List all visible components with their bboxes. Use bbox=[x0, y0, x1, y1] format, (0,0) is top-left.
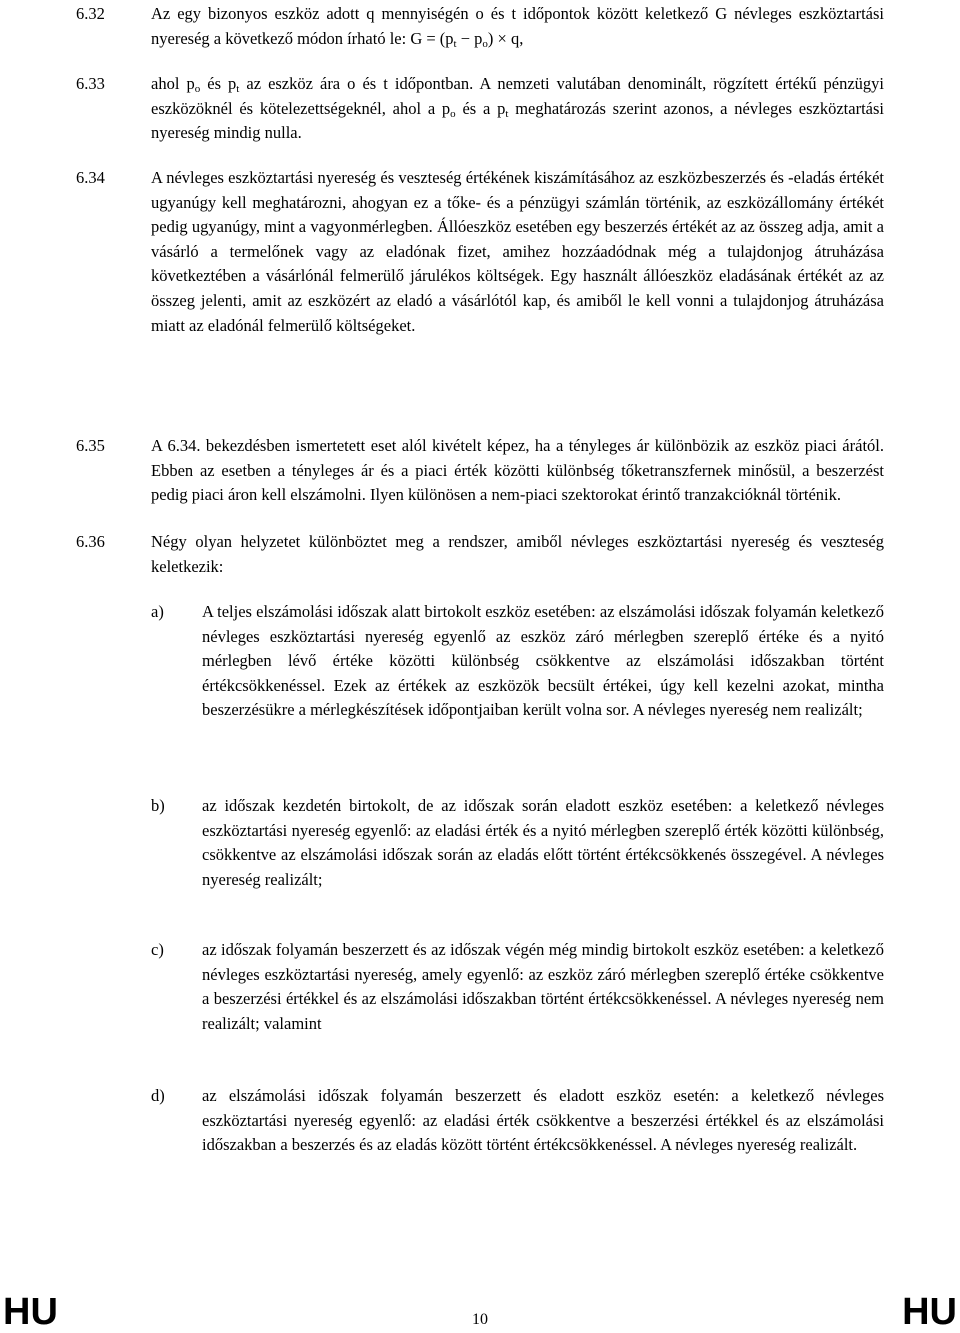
paragraph-number: 6.35 bbox=[76, 436, 105, 455]
list-item-text: az időszak kezdetén birtokolt, de az időszak során eladott eszköz esetében: a keletkező névleges eszköztartási nyereség egyenlő: az eladási érték és a nyitó mérlegben szereplő érték közötti különbség, csökkentve az elszámolási időszak során az eladás előtt történt értékcsökkenés összegével. A névleges nyereség realizált; bbox=[202, 796, 884, 889]
list-item-label: c) bbox=[151, 940, 164, 959]
paragraph-6-35 bbox=[76, 434, 884, 508]
paragraph-number: 6.36 bbox=[76, 532, 105, 551]
paragraph-text: Az egy bizonyos eszköz adott q mennyiségén o és t időpontok között keletkező G névleges eszköztartási nyereség a következő módon írható le: $G = (p_t - p_o) \times q$, bbox=[151, 4, 884, 50]
list-item-d bbox=[151, 1084, 884, 1158]
list-item-a bbox=[151, 600, 884, 723]
list-item-label: b) bbox=[151, 796, 165, 815]
paragraph-6-36 bbox=[76, 530, 884, 579]
paragraph-6-33 bbox=[76, 72, 884, 146]
paragraph-number: 6.34 bbox=[76, 168, 105, 187]
paragraph-text: A 6.34. bekezdésben ismertetett eset alól kivételt képez, ha a tényleges ár különbözik az eszköz piaci árától. Ebben az esetben a tényleges ár és a piaci érték közötti különbség tőketranszfernek minősül, a beszerzést pedig piaci áron kell elszámolni. Ilyen különösen a nem-piaci szektorokat érintő tranzakcióknál történik. bbox=[151, 436, 884, 505]
list-item-text: A teljes elszámolási időszak alatt birtokolt eszköz esetében: az elszámolási időszak folyamán keletkező névleges eszköztartási nyereség egyenlő az eszköz záró mérlegben szereplő értéke és a nyitó mérlegben lévő értéke közötti különbség csökkentve az elszámolási időszakban történt értékcsökkenéssel. Ezek az értékek az eszközök becsült értékei, úgy kell kezelni azokat, mintha beszerzésükre a mérlegkészítések időpontjaiban került volna sor. A névleges nyereség nem realizált; bbox=[202, 602, 884, 720]
footer-language-code-left: HU bbox=[3, 1291, 58, 1333]
paragraph-text: A névleges eszköztartási nyereség és veszteség értékének kiszámításához az eszközbeszerzés és -eladás értékét ugyanúgy kell meghatározni, ahogyan ez a tőke- és a pénzügyi számlán történik, az eszközállomány értékét pedig ugyanúgy, mint a vagyonmérlegben. Állóeszköz esetében egy beszerzés értékét az az összeg adja, amit a vásárló a termelőnek vagy az eladónak fizet, amihez hozzáadódnak még a tulajdonjog átruházása következtében a vásárlónál felmerülő járulékos költségek. Egy használt állóeszköz eladásának értékét az az összeg jelenti, amit az eszközért az eladó a vásárlótól kap, és amiből le kell vonni a tulajdonjog átruházása miatt az eladónál felmerülő költségeket. bbox=[151, 168, 884, 335]
list-item-c bbox=[151, 938, 884, 1036]
paragraph-6-32 bbox=[76, 2, 884, 51]
paragraph-text: Négy olyan helyzetet különböztet meg a rendszer, amiből névleges eszköztartási nyereség és veszteség keletkezik: bbox=[151, 532, 884, 576]
list-item-label: d) bbox=[151, 1086, 165, 1105]
paragraph-6-34 bbox=[76, 166, 884, 338]
list-item-text: az időszak folyamán beszerzett és az időszak végén még mindig birtokolt eszköz esetében: a keletkező névleges eszköztartási nyereség, amely egyenlő: az eszköz záró mérlegben szereplő értéke csökkentve a beszerzési értékkel és az elszámolási időszakban történt értékcsökkenéssel. A névleges nyereség nem realizált; valamint bbox=[202, 940, 884, 1033]
paragraph-number: 6.32 bbox=[76, 4, 105, 23]
paragraph-number: 6.33 bbox=[76, 74, 105, 93]
paragraph-text: ahol $p_o$ és $p_t$ az eszköz ára o és t időpontban. A nemzeti valutában denominált, rögzített értékű pénzügyi eszközöknél és kötelezettségeknél, ahol a $p_o$ és a $p_t$ meghatározás szerint azonos, a névleges eszköztartási nyereség mindig nulla. bbox=[151, 74, 884, 143]
footer-language-code-right: HU bbox=[902, 1291, 957, 1333]
page-number: 10 bbox=[472, 1311, 488, 1328]
list-item-text: az elszámolási időszak folyamán beszerzett és eladott eszköz esetén: a keletkező névleges eszköztartási nyereség egyenlő: az eladási érték csökkentve a beszerzési értékkel és az elszámolási időszakban a beszerzés és az eladás között történt értékcsökkenéssel. A névleges nyereség realizált. bbox=[202, 1086, 884, 1155]
list-item-b bbox=[151, 794, 884, 892]
list-item-label: a) bbox=[151, 602, 164, 621]
